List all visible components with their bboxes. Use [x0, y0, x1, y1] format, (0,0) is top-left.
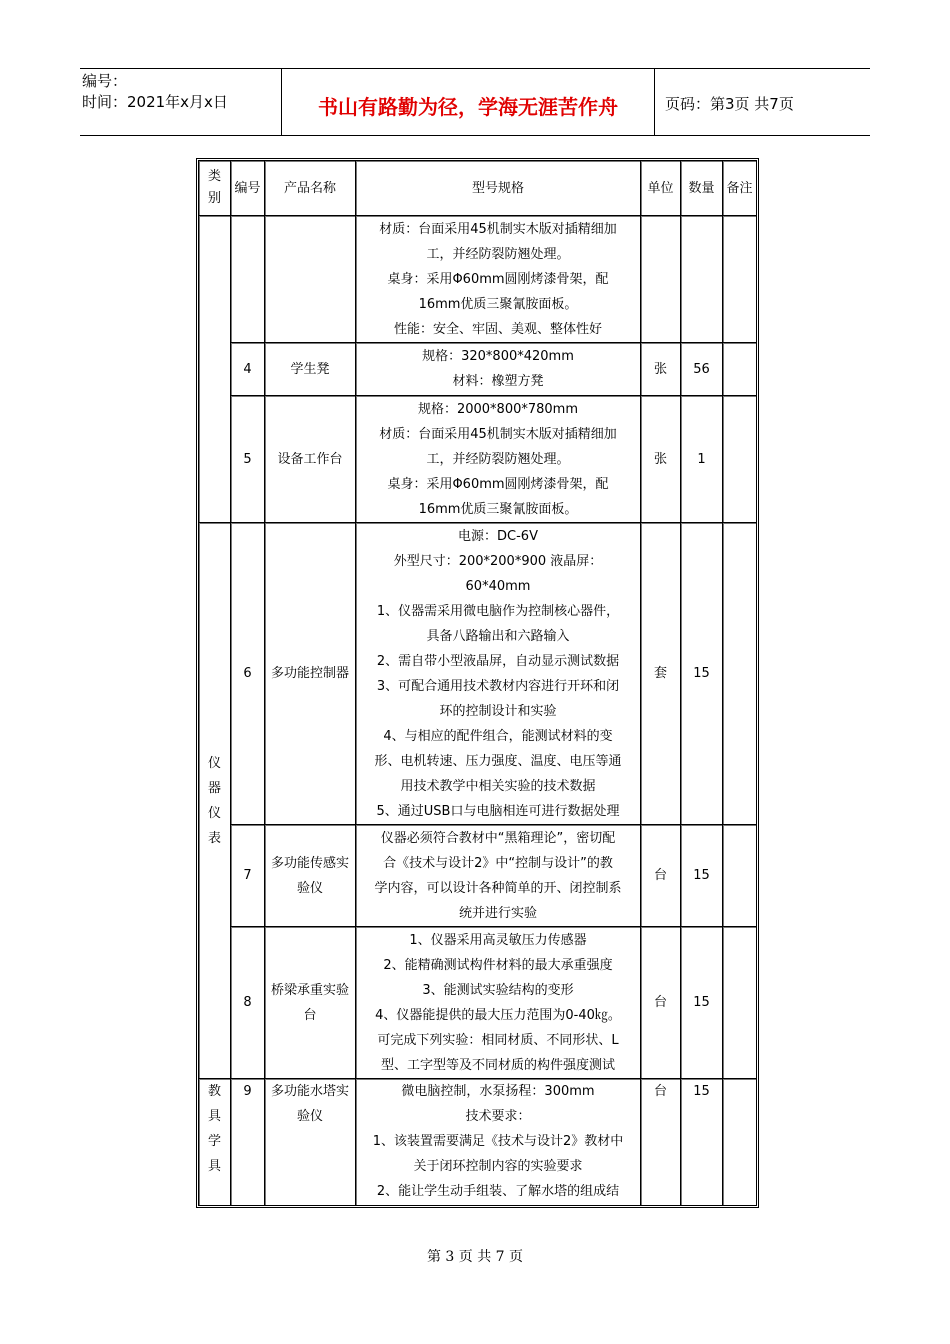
- item-spec: [356, 343, 641, 396]
- spec-line: 1、仪器需采用微电脑作为控制核心器件，: [376, 603, 620, 619]
- item-spec: [356, 396, 641, 523]
- spec-line: 微电脑控制，水泵扬程：300mm: [401, 1084, 595, 1099]
- spec-line: 材料：橡塑方凳: [452, 374, 544, 389]
- table-row: [199, 825, 756, 927]
- column-header-number: 编号: [231, 161, 265, 216]
- page-footer: 第 3 页 共 7 页: [426, 1249, 524, 1265]
- item-name: 多功能控制器: [265, 523, 356, 825]
- spec-line: 4、仪器能提供的最大压力范围为0-40㎏。: [375, 1007, 621, 1023]
- item-spec: [356, 216, 641, 343]
- item-spec: [356, 1079, 641, 1205]
- item-unit: 台: [641, 825, 681, 927]
- category-cell-empty: [199, 216, 231, 523]
- column-header-product-name: 产品名称: [265, 161, 356, 216]
- item-spec: [356, 927, 641, 1079]
- column-header-unit: 单位: [641, 161, 681, 216]
- spec-line: 16mm优质三聚氰胺面板。: [418, 296, 578, 312]
- spec-line: 技术要求：: [465, 1109, 531, 1124]
- document-code-label: 编号：: [82, 72, 128, 90]
- item-number: 4: [231, 343, 265, 396]
- spec-line: 形、电机转速、压力强度、温度、电压等通: [374, 753, 622, 769]
- header-meta: [82, 71, 282, 113]
- column-header-note: 备注: [723, 161, 756, 216]
- spec-line: 2、能精确测试构件材料的最大承重强度: [383, 957, 613, 973]
- spec-line: 材质：台面采用45机制实木版对插精细加: [379, 426, 617, 442]
- spec-line: 规格：2000*800*780mm: [417, 401, 579, 417]
- spec-line: 可完成下列实验：相同材质、不同形状、L: [377, 1032, 619, 1048]
- spec-line: 材质：台面采用45机制实木版对插精细加: [379, 221, 617, 237]
- spec-line: 4、与相应的配件组合，能测试材料的变: [383, 728, 613, 744]
- spec-line: 型、工字型等及不同材质的构件强度测试: [380, 1057, 615, 1073]
- spec-line: 外型尺寸：200*200*900 液晶屏：: [393, 553, 603, 569]
- item-unit: 张: [641, 396, 681, 523]
- item-quantity: 15: [681, 825, 723, 927]
- item-note: [723, 1079, 756, 1205]
- table-row: [199, 1079, 756, 1205]
- category-cell-teaching-tools: [199, 1079, 231, 1205]
- item-number: 8: [231, 927, 265, 1079]
- spec-line: 3、能测试实验结构的变形: [422, 982, 574, 998]
- item-unit: 张: [641, 343, 681, 396]
- item-name: 多功能水塔实验仪: [265, 1079, 356, 1205]
- spec-line: 桌身：采用Φ60mm圆刚烤漆骨架，配: [387, 271, 609, 287]
- item-name: [265, 216, 356, 343]
- item-unit: 台: [641, 1079, 681, 1205]
- spec-line: 5、通过USB口与电脑相连可进行数据处理: [376, 803, 620, 819]
- item-number: 5: [231, 396, 265, 523]
- equipment-table: [196, 158, 759, 1208]
- spec-line: 关于闭环控制内容的实验要求: [413, 1159, 583, 1174]
- header-motto: 书山有路勤为径，学海无涯苦作舟: [318, 95, 618, 119]
- item-name: 桥梁承重实验台: [265, 927, 356, 1079]
- item-name: 多功能传感实验仪: [265, 825, 356, 927]
- item-note: [723, 343, 756, 396]
- spec-line: 电源：DC-6V: [458, 528, 538, 544]
- column-header-category: [199, 161, 231, 216]
- category-cell-instruments: [199, 523, 231, 1079]
- table-row: [199, 343, 756, 396]
- item-note: [723, 523, 756, 825]
- category-label: 仪器仪表: [207, 755, 221, 846]
- item-quantity: 1: [681, 396, 723, 523]
- item-quantity: 56: [681, 343, 723, 396]
- spec-line: 2、需自带小型液晶屏，自动显示测试数据: [376, 653, 620, 669]
- header-divider: [654, 69, 655, 135]
- spec-line: 2、能让学生动手组装、了解水塔的组成结: [376, 1184, 620, 1199]
- table-row: [199, 523, 756, 825]
- item-note: [723, 396, 756, 523]
- item-spec: [356, 825, 641, 927]
- item-unit: 台: [641, 927, 681, 1079]
- item-quantity: 15: [681, 927, 723, 1079]
- table-row: [199, 216, 756, 343]
- item-name: 设备工作台: [265, 396, 356, 523]
- spec-line: 性能：安全、牢固、美观、整体性好: [393, 321, 602, 337]
- item-unit: [641, 216, 681, 343]
- spec-line: 3、可配合通用技术教材内容进行开环和闭: [376, 678, 620, 694]
- item-note: [723, 927, 756, 1079]
- spec-line: 规格：320*800*420mm: [422, 349, 574, 364]
- spec-line: 60*40mm: [465, 578, 531, 594]
- spec-line: 统并进行实验: [458, 905, 537, 921]
- item-number: 9: [231, 1079, 265, 1205]
- item-number: 6: [231, 523, 265, 825]
- spec-line: 1、该装置需要满足《技术与设计2》教材中: [372, 1134, 624, 1149]
- item-note: [723, 825, 756, 927]
- spec-line: 工，并经防裂防翘处理。: [426, 246, 570, 262]
- item-unit: 套: [641, 523, 681, 825]
- item-quantity: 15: [681, 523, 723, 825]
- spec-line: 1、仪器采用高灵敏压力传感器: [409, 932, 587, 948]
- table-header-row: [199, 161, 756, 216]
- table-row: [199, 396, 756, 523]
- header-page-number: 页码：第3页 共7页: [665, 95, 794, 113]
- column-header-spec: 型号规格: [356, 161, 641, 216]
- document-time-label: 时间：2021年x月x日: [82, 93, 228, 111]
- item-note: [723, 216, 756, 343]
- column-header-quantity: 数量: [681, 161, 723, 216]
- page-header: [80, 68, 870, 136]
- table-row: [199, 927, 756, 1079]
- spec-line: 环的控制设计和实验: [439, 703, 557, 719]
- spec-line: 用技术教学中相关实验的技术数据: [400, 778, 596, 794]
- spec-line: 合《技术与设计2》中“控制与设计”的教: [383, 855, 613, 871]
- spec-line: 桌身：采用Φ60mm圆刚烤漆骨架，配: [387, 476, 609, 492]
- column-header-text: 类别: [207, 169, 221, 206]
- category-label: 教具学具: [207, 1084, 221, 1174]
- spec-line: 具备八路输出和六路输入: [426, 628, 570, 644]
- item-number: [231, 216, 265, 343]
- spec-line: 仪器必须符合教材中“黑箱理论”，密切配: [380, 830, 616, 846]
- spec-line: 16mm优质三聚氰胺面板。: [418, 501, 578, 517]
- item-name: 学生凳: [265, 343, 356, 396]
- item-quantity: 15: [681, 1079, 723, 1205]
- item-quantity: [681, 216, 723, 343]
- spec-line: 学内容，可以设计各种简单的开、闭控制系: [374, 880, 622, 896]
- item-number: 7: [231, 825, 265, 927]
- item-spec: [356, 523, 641, 825]
- spec-line: 工，并经防裂防翘处理。: [426, 451, 570, 467]
